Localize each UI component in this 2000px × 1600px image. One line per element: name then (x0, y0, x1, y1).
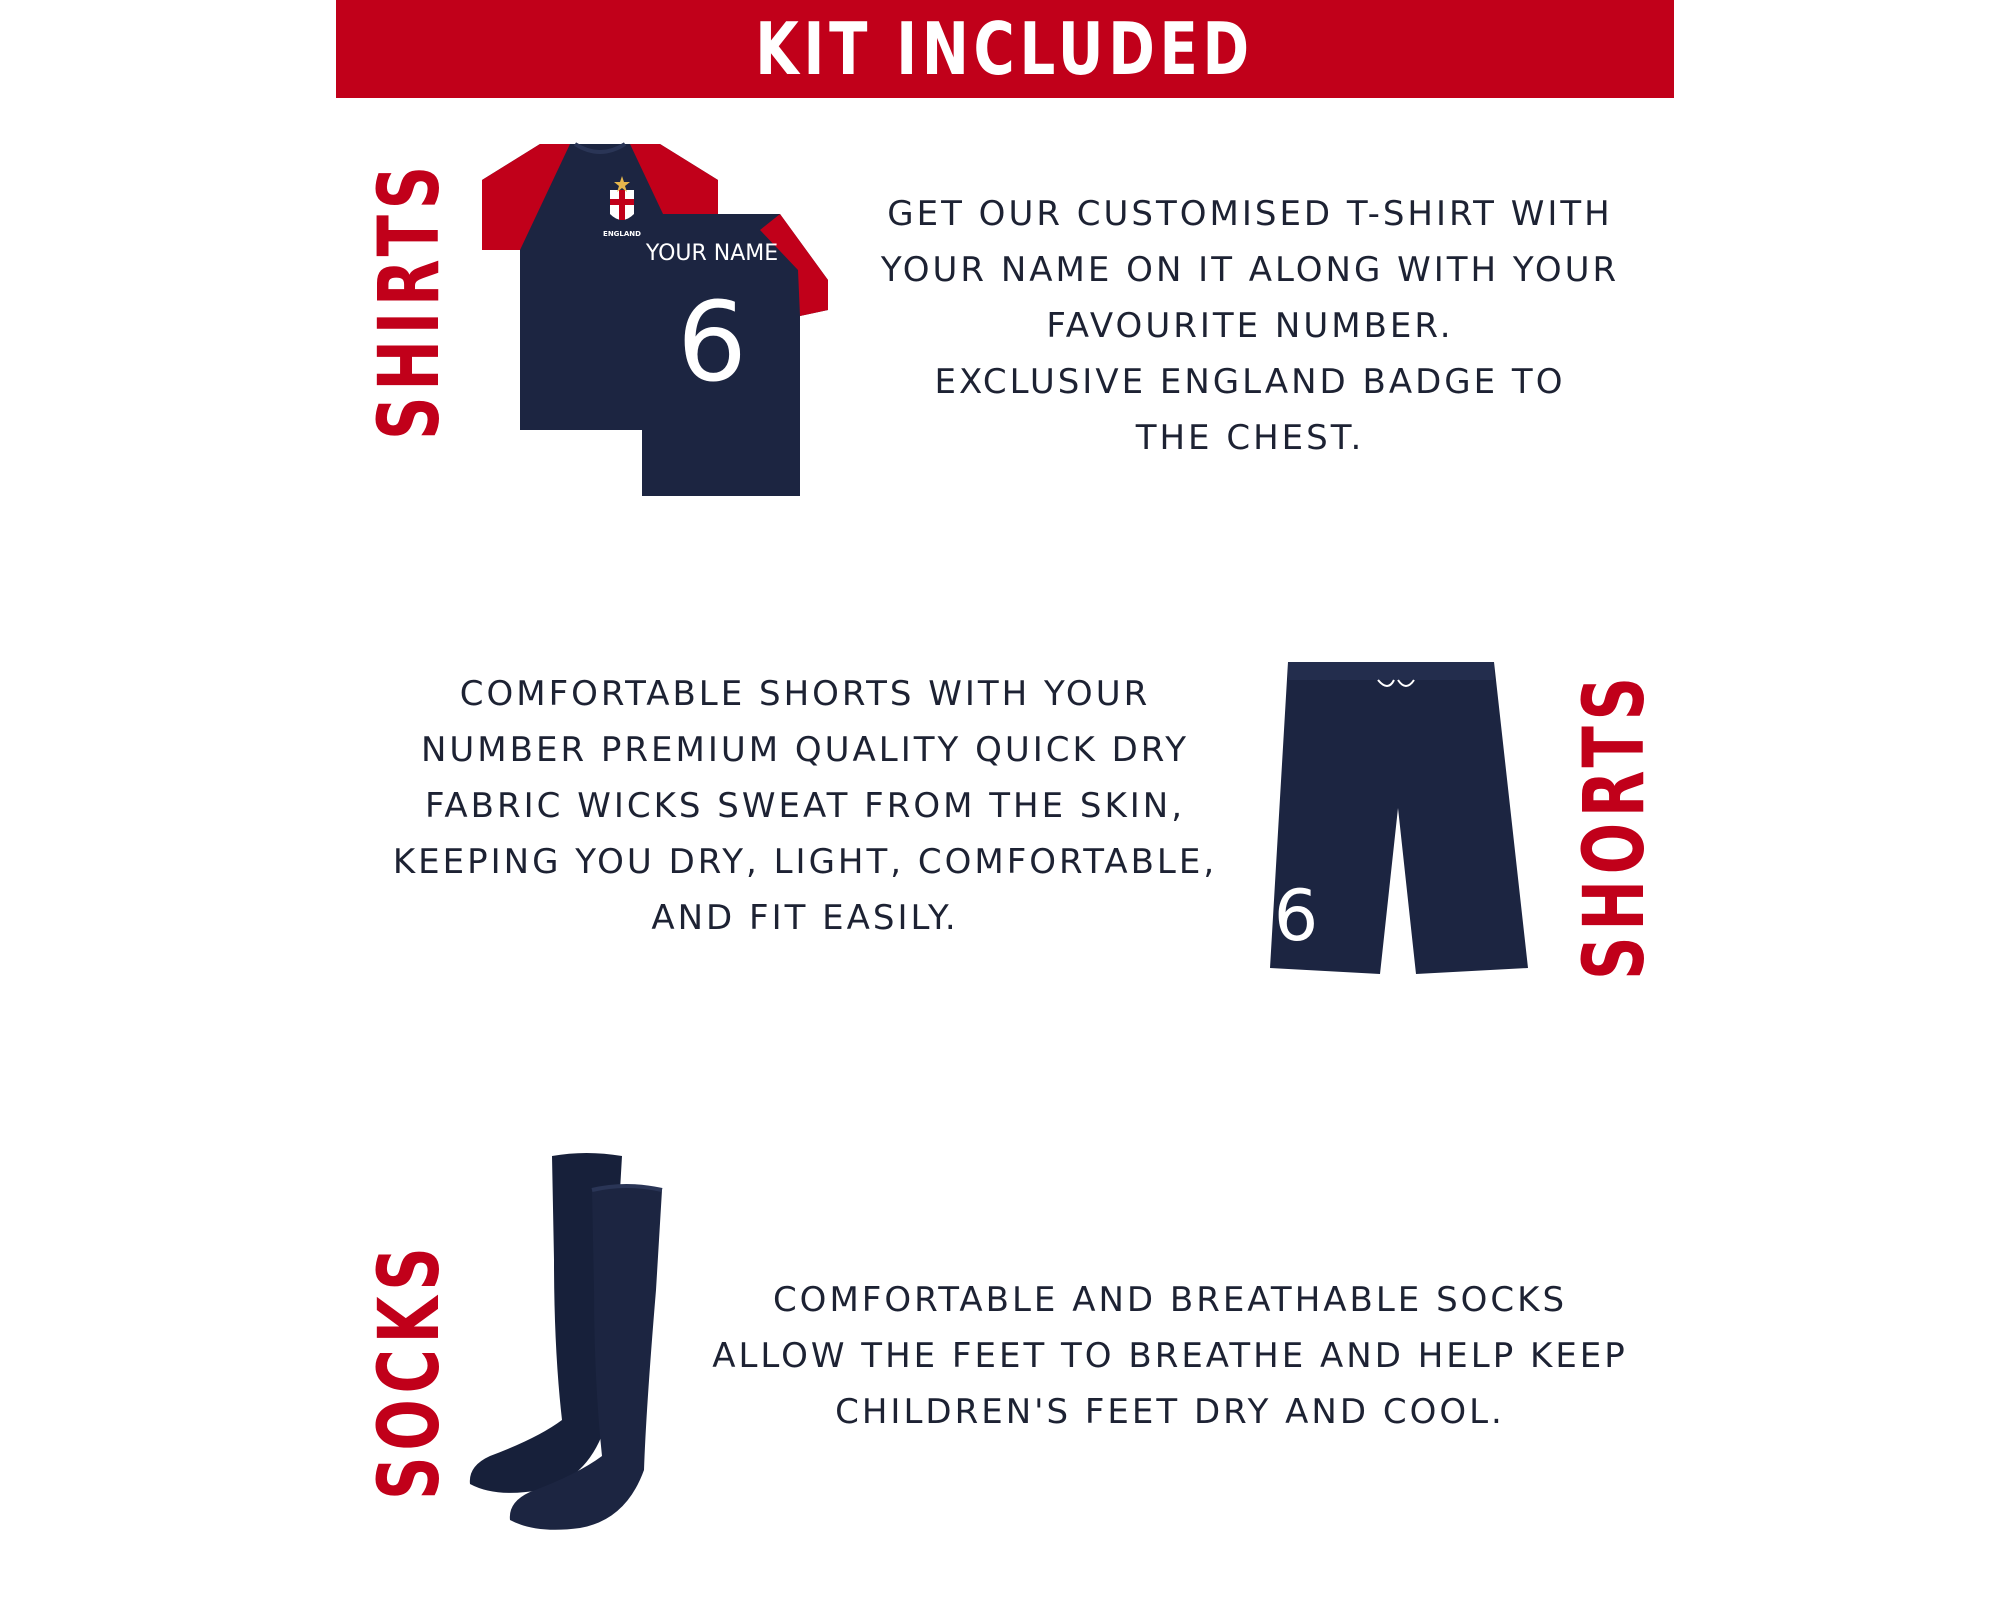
shirts-line-4: EXCLUSIVE ENGLAND BADGE TO (934, 362, 1566, 402)
shorts-label-text: SHORTS (1565, 671, 1663, 980)
shorts-image (1268, 658, 1530, 978)
shorts-line-2: NUMBER PREMIUM QUALITY QUICK DRY (420, 730, 1190, 770)
shirts-label-text: SHIRTS (360, 160, 458, 440)
socks-label-text: SOCKS (360, 1241, 458, 1500)
shorts-line-3: FABRIC WICKS SWEAT FROM THE SKIN, (424, 786, 1186, 826)
shirts-line-2: YOUR NAME ON IT ALONG WITH YOUR (880, 250, 1620, 290)
shirt-number-print: 6 (677, 278, 747, 406)
socks-line-1: COMFORTABLE AND BREATHABLE SOCKS (772, 1280, 1568, 1320)
shirts-description (850, 186, 1650, 466)
socks-line-3: CHILDREN'S FEET DRY AND COOL. (835, 1392, 1505, 1432)
shirts-line-5: THE CHEST. (1135, 418, 1365, 458)
socks-image (466, 1150, 686, 1530)
socks-description (670, 1272, 1670, 1440)
socks-line-2: ALLOW THE FEET TO BREATHE AND HELP KEEP (712, 1336, 1628, 1376)
shirts-line-1: GET OUR CUSTOMISED T-SHIRT WITH (887, 194, 1613, 234)
shirt-name-print: YOUR NAME (645, 241, 779, 266)
shorts-number-print: 6 (1273, 875, 1319, 957)
socks-label (360, 1141, 458, 1500)
banner-title: KIT INCLUDED (755, 7, 1255, 91)
shorts-description (370, 666, 1240, 946)
shorts-line-4: KEEPING YOU DRY, LIGHT, COMFORTABLE, (392, 842, 1218, 882)
shorts-label (1565, 551, 1663, 980)
shirt-back-image (640, 210, 830, 500)
kit-included-banner (336, 0, 1674, 98)
shirts-label (360, 51, 458, 440)
shirts-line-3: FAVOURITE NUMBER. (1046, 306, 1454, 346)
badge-text: ENGLAND (603, 230, 641, 238)
shorts-line-5: AND FIT EASILY. (651, 898, 959, 938)
shorts-line-1: COMFORTABLE SHORTS WITH YOUR (459, 674, 1151, 714)
